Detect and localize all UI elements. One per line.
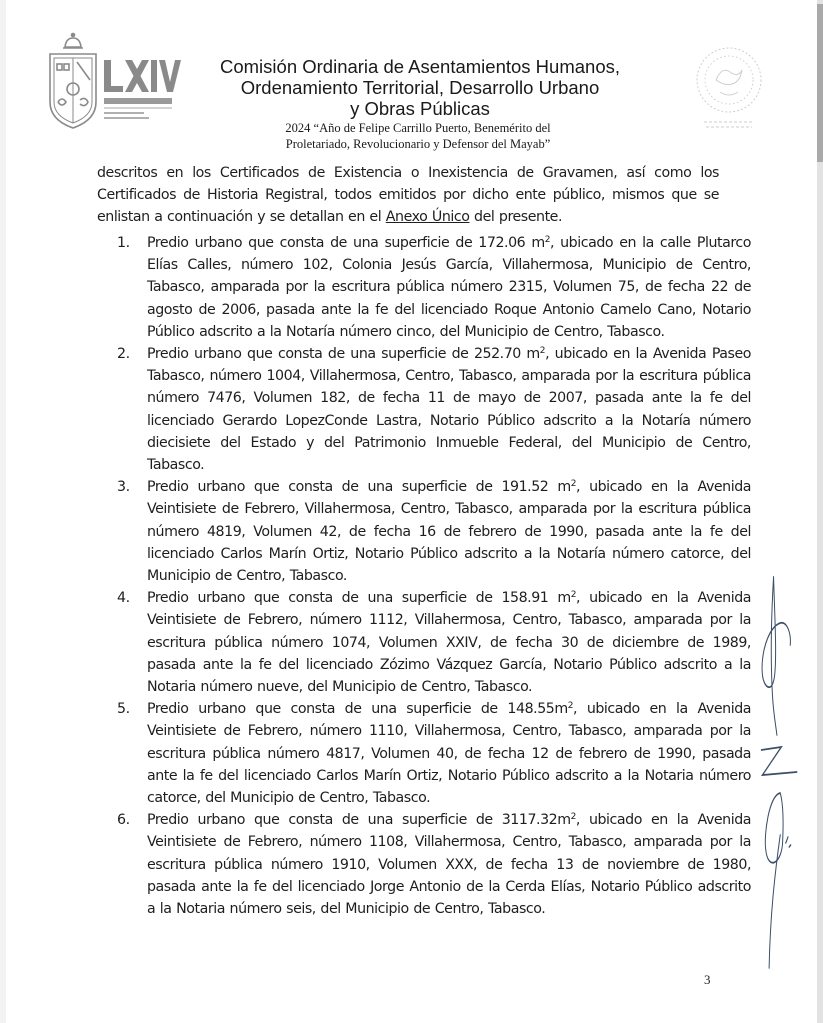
legislature-logo — [44, 32, 194, 132]
year-motto-line: Proletariado, Revolucionario y Defensor del Mayab” — [285, 136, 551, 151]
item-number: 1. — [117, 235, 130, 251]
property-item: 3. Predio urbano que consta de una superficie de 191.52 $m^2$, ubicado en la Avenida Veintisiete de Febrero, Villahermosa, Centro, Tabasco, amparada por la escritura pública número 4819, Volumen 42, de fecha 16 de febrero de 1990, pasada ante la fe del licenciado Carlos Marín Ortiz, Notario Público adscrito a la Notaría número catorce, del Municipio de Centro, Tabasco. — [147, 476, 751, 587]
property-item: 5. Predio urbano que consta de una superficie de $148.55m^2$, ubicado en la Avenida Veintisiete de Febrero, número 1110, Villahermosa, Centro, Tabasco, amparada por la escritura pública número 4817, Volumen 40, de fecha 12 de febrero de 1990, pasada ante la fe del licenciado Carlos Marín Ortiz, Notario Público adscrito a la Notaria número catorce, del Municipio de Centro, Tabasco. — [147, 698, 751, 809]
committee-title — [200, 56, 640, 119]
item-number: 3. — [117, 479, 130, 496]
year-motto — [218, 121, 618, 152]
national-seal — [682, 40, 777, 135]
handwritten-signature — [758, 575, 808, 970]
item-number: 4. — [117, 590, 130, 607]
scrollbar-track[interactable] — [817, 0, 823, 1023]
logo-subtext-bar — [104, 112, 144, 114]
property-list — [117, 232, 751, 920]
intro-text-end: del presente. — [469, 209, 563, 226]
property-item: 1. Predio urbano que consta de una superficie de 172.06 $m^2$, ubicado en la calle Plutarco Elías Calles, número 102, Colonia Jesús García, Villahermosa, Municipio de Centro, Tabasco, amparada por la escritura pública número 2315, Volumen 75, de fecha 22 de agosto de 2006, pasada ante la fe del licenciado Roque Antonio Camelo Cano, Notario Público adscrito a la Notaría número cinco, del Municipio de Centro, Tabasco. — [147, 232, 751, 343]
committee-title-line: Ordenamiento Territorial, Desarrollo Urbano — [240, 77, 600, 98]
page-number: 3 — [704, 972, 711, 987]
committee-title-line: Comisión Ordinaria de Asentamientos Humanos, — [220, 56, 620, 77]
intro-text: descritos en los Certificados de Existencia o Inexistencia de Gravamen, así como los Certificados de Historia Registral, todos emitidos por dicho ente público, mismos que se enlistan a continuación y se detallan en el — [97, 165, 719, 226]
property-item: 2. Predio urbano que consta de una superficie de 252.70 $m^2$, ubicado en la Avenida Paseo Tabasco, número 1004, Villahermosa, Centro, Tabasco, amparada por la escritura pública número 7476, Volumen 182, de fecha 11 de mayo de 2007, pasada ante la fe del licenciado Gerardo LopezConde Lastra, Notario Público adscrito a la Notaría número diecisiete del Estado y del Patrimonio Inmueble Federal, del Municipio de Centro, Tabasco. — [147, 343, 751, 476]
logo-lettering — [104, 60, 181, 119]
item-number: 6. — [117, 812, 130, 829]
property-item: 6. Predio urbano que consta de una superficie de $3117.32m^2$, ubicado en la Avenida Veintisiete de Febrero, número 1108, Villahermosa, Centro, Tabasco, amparada por la escritura pública número 1910, Volumen XXX, de fecha 13 de noviembre de 1980, pasada ante la fe del licenciado Jorge Antonio de la Cerda Elías, Notario Público adscrito a la Notaria número seis, del Municipio de Centro, Tabasco. — [147, 809, 751, 920]
logo-legislatura-bar — [104, 98, 172, 104]
committee-title-line: y Obras Públicas — [350, 98, 490, 119]
item-number: 5. — [117, 701, 130, 718]
coat-of-arms-icon — [50, 34, 96, 129]
year-motto-line: 2024 “Año de Felipe Carrillo Puerto, Benemérito del — [285, 121, 551, 135]
eagle-seal-icon — [697, 48, 761, 127]
intro-paragraph — [97, 162, 719, 229]
item-number: 2. — [117, 346, 130, 363]
page-left-edge — [0, 0, 6, 1023]
logo-roman-numeral-lxiv — [104, 60, 181, 92]
annex-reference: Anexo Único — [385, 209, 470, 226]
scrollbar-thumb[interactable] — [817, 4, 823, 162]
property-item: 4. Predio urbano que consta de una superficie de 158.91 $m^2$, ubicado en la Avenida Veintisiete de Febrero, número 1112, Villahermosa, Centro, Tabasco, amparada por la escritura pública número 1074, Volumen XXIV, de fecha 30 de diciembre de 1989, pasada ante la fe del licenciado Zózimo Vázquez García, Notario Público adscrito a la Notaria número nueve, del Municipio de Centro, Tabasco. — [147, 587, 751, 698]
